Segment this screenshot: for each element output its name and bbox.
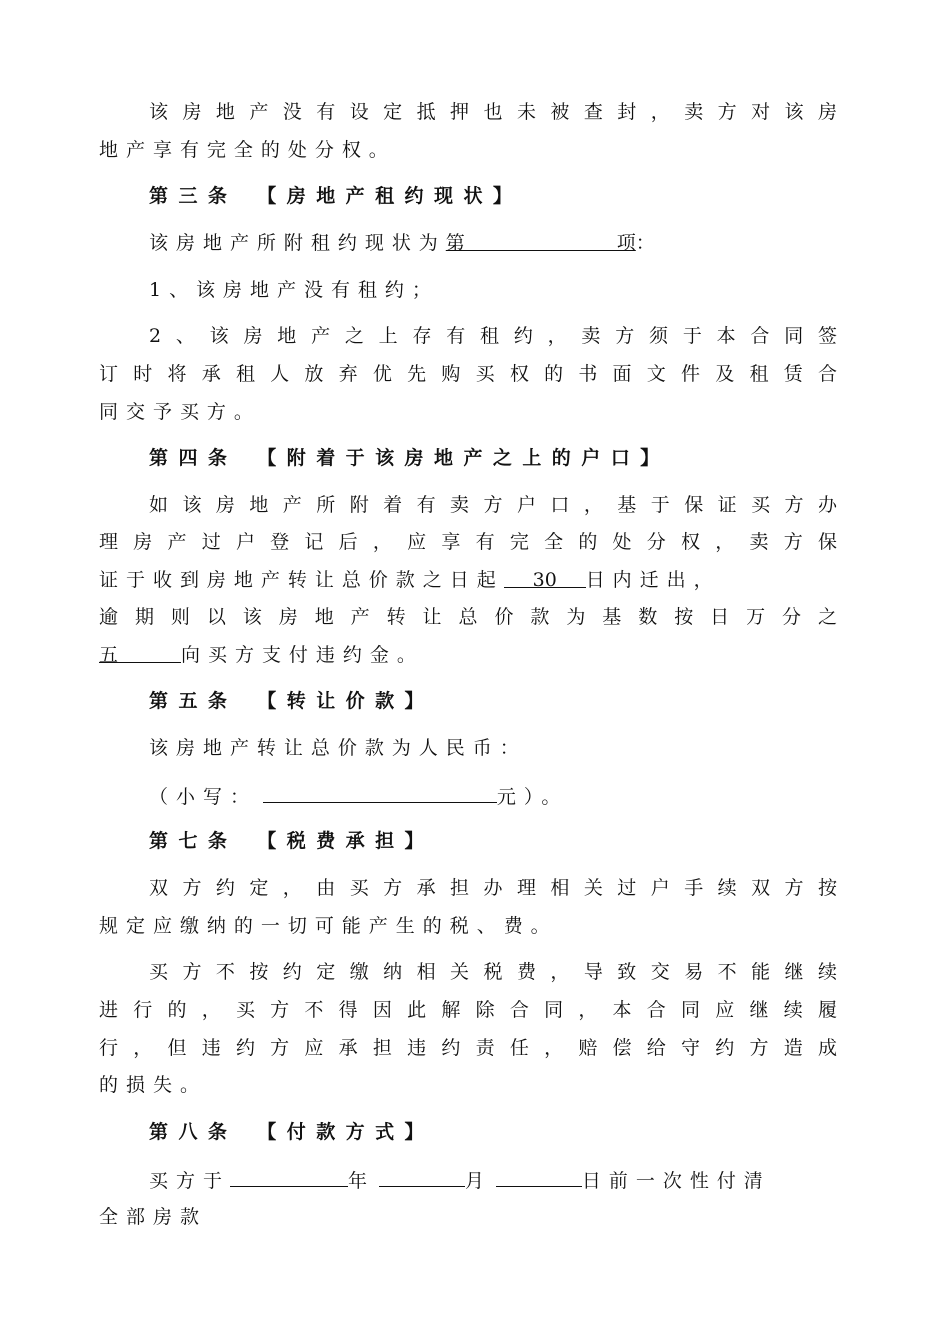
paragraph-line: 的损失。 [99, 1074, 207, 1096]
paragraph-line: 订时将承租人放弃优先购买权的书面文件及租赁合 [99, 363, 837, 385]
amount-line [149, 780, 837, 810]
currency-unit: 元 [496, 786, 524, 808]
month-label: 月 [464, 1170, 492, 1192]
paragraph-line: 如该房地产所附着有卖方户口，基于保证买方办 [149, 494, 837, 516]
text-segment: 买方于 [149, 1170, 230, 1192]
text-segment: ）。 [523, 786, 569, 808]
rate-blank: 五 [99, 640, 181, 663]
article-5-heading: 第五条 【转让价款】 [149, 690, 435, 712]
article-4-heading: 第四条 【附着于该房地产之上的户口】 [149, 447, 670, 469]
paragraph-line: 理房产过户登记后，应享有完全的处分权，卖方保 [99, 531, 837, 553]
paragraph-line: 行，但违约方应承担违约责任，赔偿给守约方造成 [99, 1037, 837, 1059]
article-3-heading: 第三条 【房地产租约现状】 [149, 185, 523, 207]
paragraph-line: 规定应缴纳的一切可能产生的税、费。 [99, 915, 558, 937]
text-segment: 向买方支付违约金。 [181, 644, 424, 666]
days-blank: 30 [504, 565, 586, 588]
paragraph-line [99, 565, 837, 595]
paragraph-line: 该房地产没有设定抵押也未被查封，卖方对该房 [149, 101, 837, 123]
month-blank [379, 1164, 465, 1187]
day-blank [496, 1164, 582, 1187]
list-item: 2、该房地产之上存有租约，卖方须于本合同签 [149, 325, 837, 347]
paragraph-line: 逾期则以该房地产转让总价款为基数按日万分之 [99, 606, 837, 628]
paragraph-line: 全部房款 [99, 1206, 207, 1228]
paragraph-line: 双方约定，由买方承担办理相关过户手续双方按 [149, 877, 837, 899]
paragraph-line: 该房地产转让总价款为人民币： [149, 737, 527, 759]
list-item: 1、该房地产没有租约； [149, 279, 439, 301]
year-blank [230, 1164, 348, 1187]
text-segment: 日内迁出， [585, 569, 721, 591]
lease-item-blank: 第 项 [445, 232, 636, 254]
text-segment: 证于收到房地产转让总价款之日起 [99, 569, 504, 591]
paragraph-line [99, 640, 837, 670]
article-8-heading: 第八条 【付款方式】 [149, 1121, 435, 1143]
lease-status-line [149, 228, 837, 258]
colon: ： [635, 232, 663, 254]
amount-blank [263, 780, 497, 803]
paragraph-line: 地产享有完全的处分权。 [99, 139, 396, 161]
paragraph-line: 进行的，买方不得因此解除合同，本合同应继续履 [99, 999, 837, 1021]
paragraph-line: 同交予买方。 [99, 401, 261, 423]
paragraph-line: 买方不按约定缴纳相关税费，导致交易不能继续 [149, 961, 837, 983]
text-segment: 日前一次性付清 [581, 1170, 771, 1192]
article-7-heading: 第七条 【税费承担】 [149, 830, 435, 852]
text-segment: （小写： [149, 786, 257, 808]
lease-status-label: 该房地产所附租约现状为 [149, 232, 446, 254]
payment-date-line [149, 1164, 837, 1194]
year-label: 年 [347, 1170, 375, 1192]
